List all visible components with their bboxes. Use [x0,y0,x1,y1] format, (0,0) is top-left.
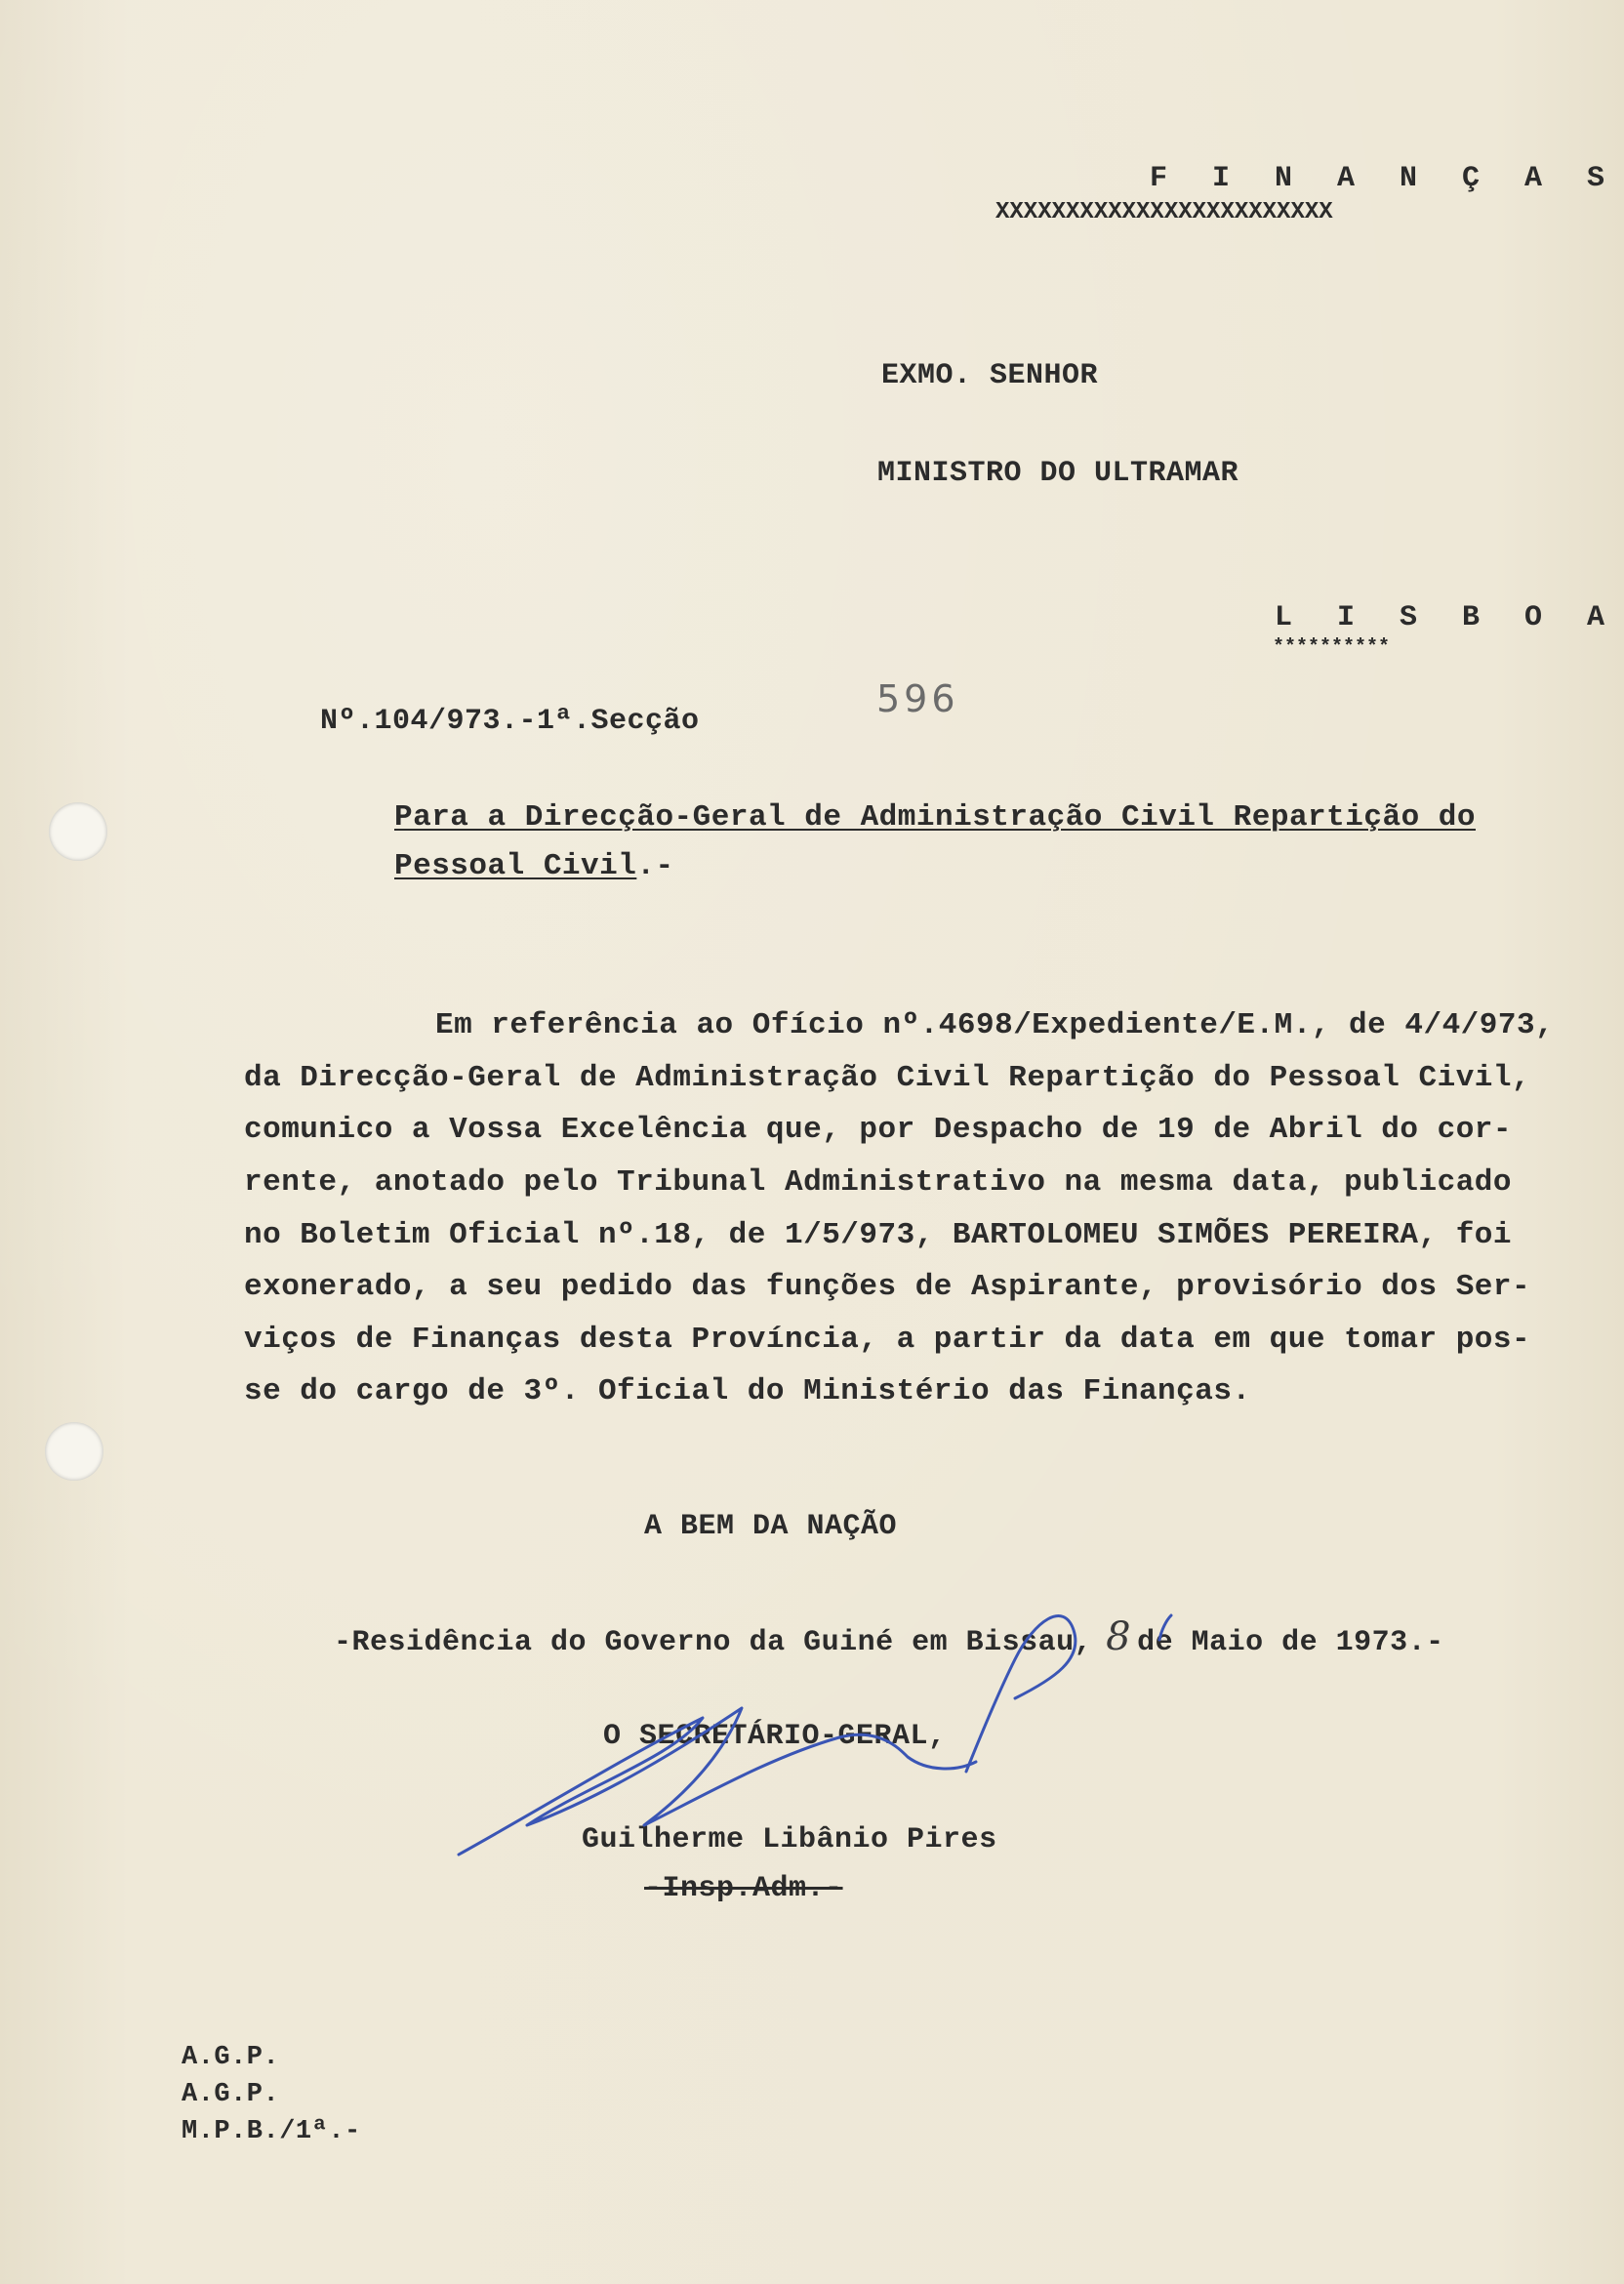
subject-line-1: Para a Direcção-Geral de Administração Civil Repartição do [394,800,1476,835]
department-heading-underline: XXXXXXXXXXXXXXXXXXXXXXXX [995,199,1333,225]
body-line-7: viços de Finanças desta Província, a partir da data em que tomar pos- [244,1323,1531,1357]
addressee-city-underline: ********** [1273,636,1391,659]
handwritten-day: 8 [1106,1614,1132,1659]
distribution-line-1: A.G.P. [182,2043,280,2072]
signatory-name: Guilherme Libânio Pires [582,1823,997,1856]
closing-motto: A BEM DA NAÇÃO [644,1510,898,1543]
place-date-suffix: de Maio de 1973.- [1137,1626,1444,1659]
struck-title: -Insp.Adm.- [644,1872,843,1905]
body-line-4: rente, anotado pelo Tribunal Administrativo na mesma data, publicado [244,1165,1513,1200]
signature-strokes [459,1615,1171,1855]
body-line-2: da Direcção-Geral de Administração Civil Repartição do Pessoal Civil, [244,1061,1531,1095]
addressee-city: L I S B O A [1275,601,1619,634]
body-line-1: Em referência ao Ofício nº.4698/Expediente/E.M., de 4/4/973, [435,1008,1555,1042]
subject-line-2-text: Pessoal Civil [394,849,637,883]
signature-stroke-tail [1159,1615,1171,1640]
subject-line-2-suffix: .- [636,849,674,883]
addressee-title: MINISTRO DO ULTRAMAR [877,457,1239,490]
department-heading: F I N A N Ç A S [1150,162,1619,195]
reference-number: Nº.104/973.-1ª.Secção [320,705,700,738]
body-line-5: no Boletim Oficial nº.18, de 1/5/973, BARTOLOMEU SIMÕES PEREIRA, foi [244,1218,1513,1252]
signature-stroke-main [459,1708,976,1855]
place-date-prefix: -Residência do Governo da Guiné em Bissau, [334,1626,1093,1659]
signature-role: O SECRETÁRIO-GERAL, [603,1720,947,1753]
stamp-number: 596 [876,677,959,720]
distribution-line-3: M.P.B./1ª.- [182,2117,361,2146]
distribution-line-2: A.G.P. [182,2080,280,2109]
signature-stroke-loop [966,1616,1076,1772]
body-line-3: comunico a Vossa Excelência que, por Despacho de 19 de Abril do cor- [244,1113,1513,1147]
addressee-salutation: EXMO. SENHOR [881,359,1099,392]
body-line-8: se do cargo de 3º. Oficial do Ministério das Finanças. [244,1374,1251,1408]
body-line-6: exonerado, a seu pedido das funções de Aspirante, provisório dos Ser- [244,1270,1531,1304]
